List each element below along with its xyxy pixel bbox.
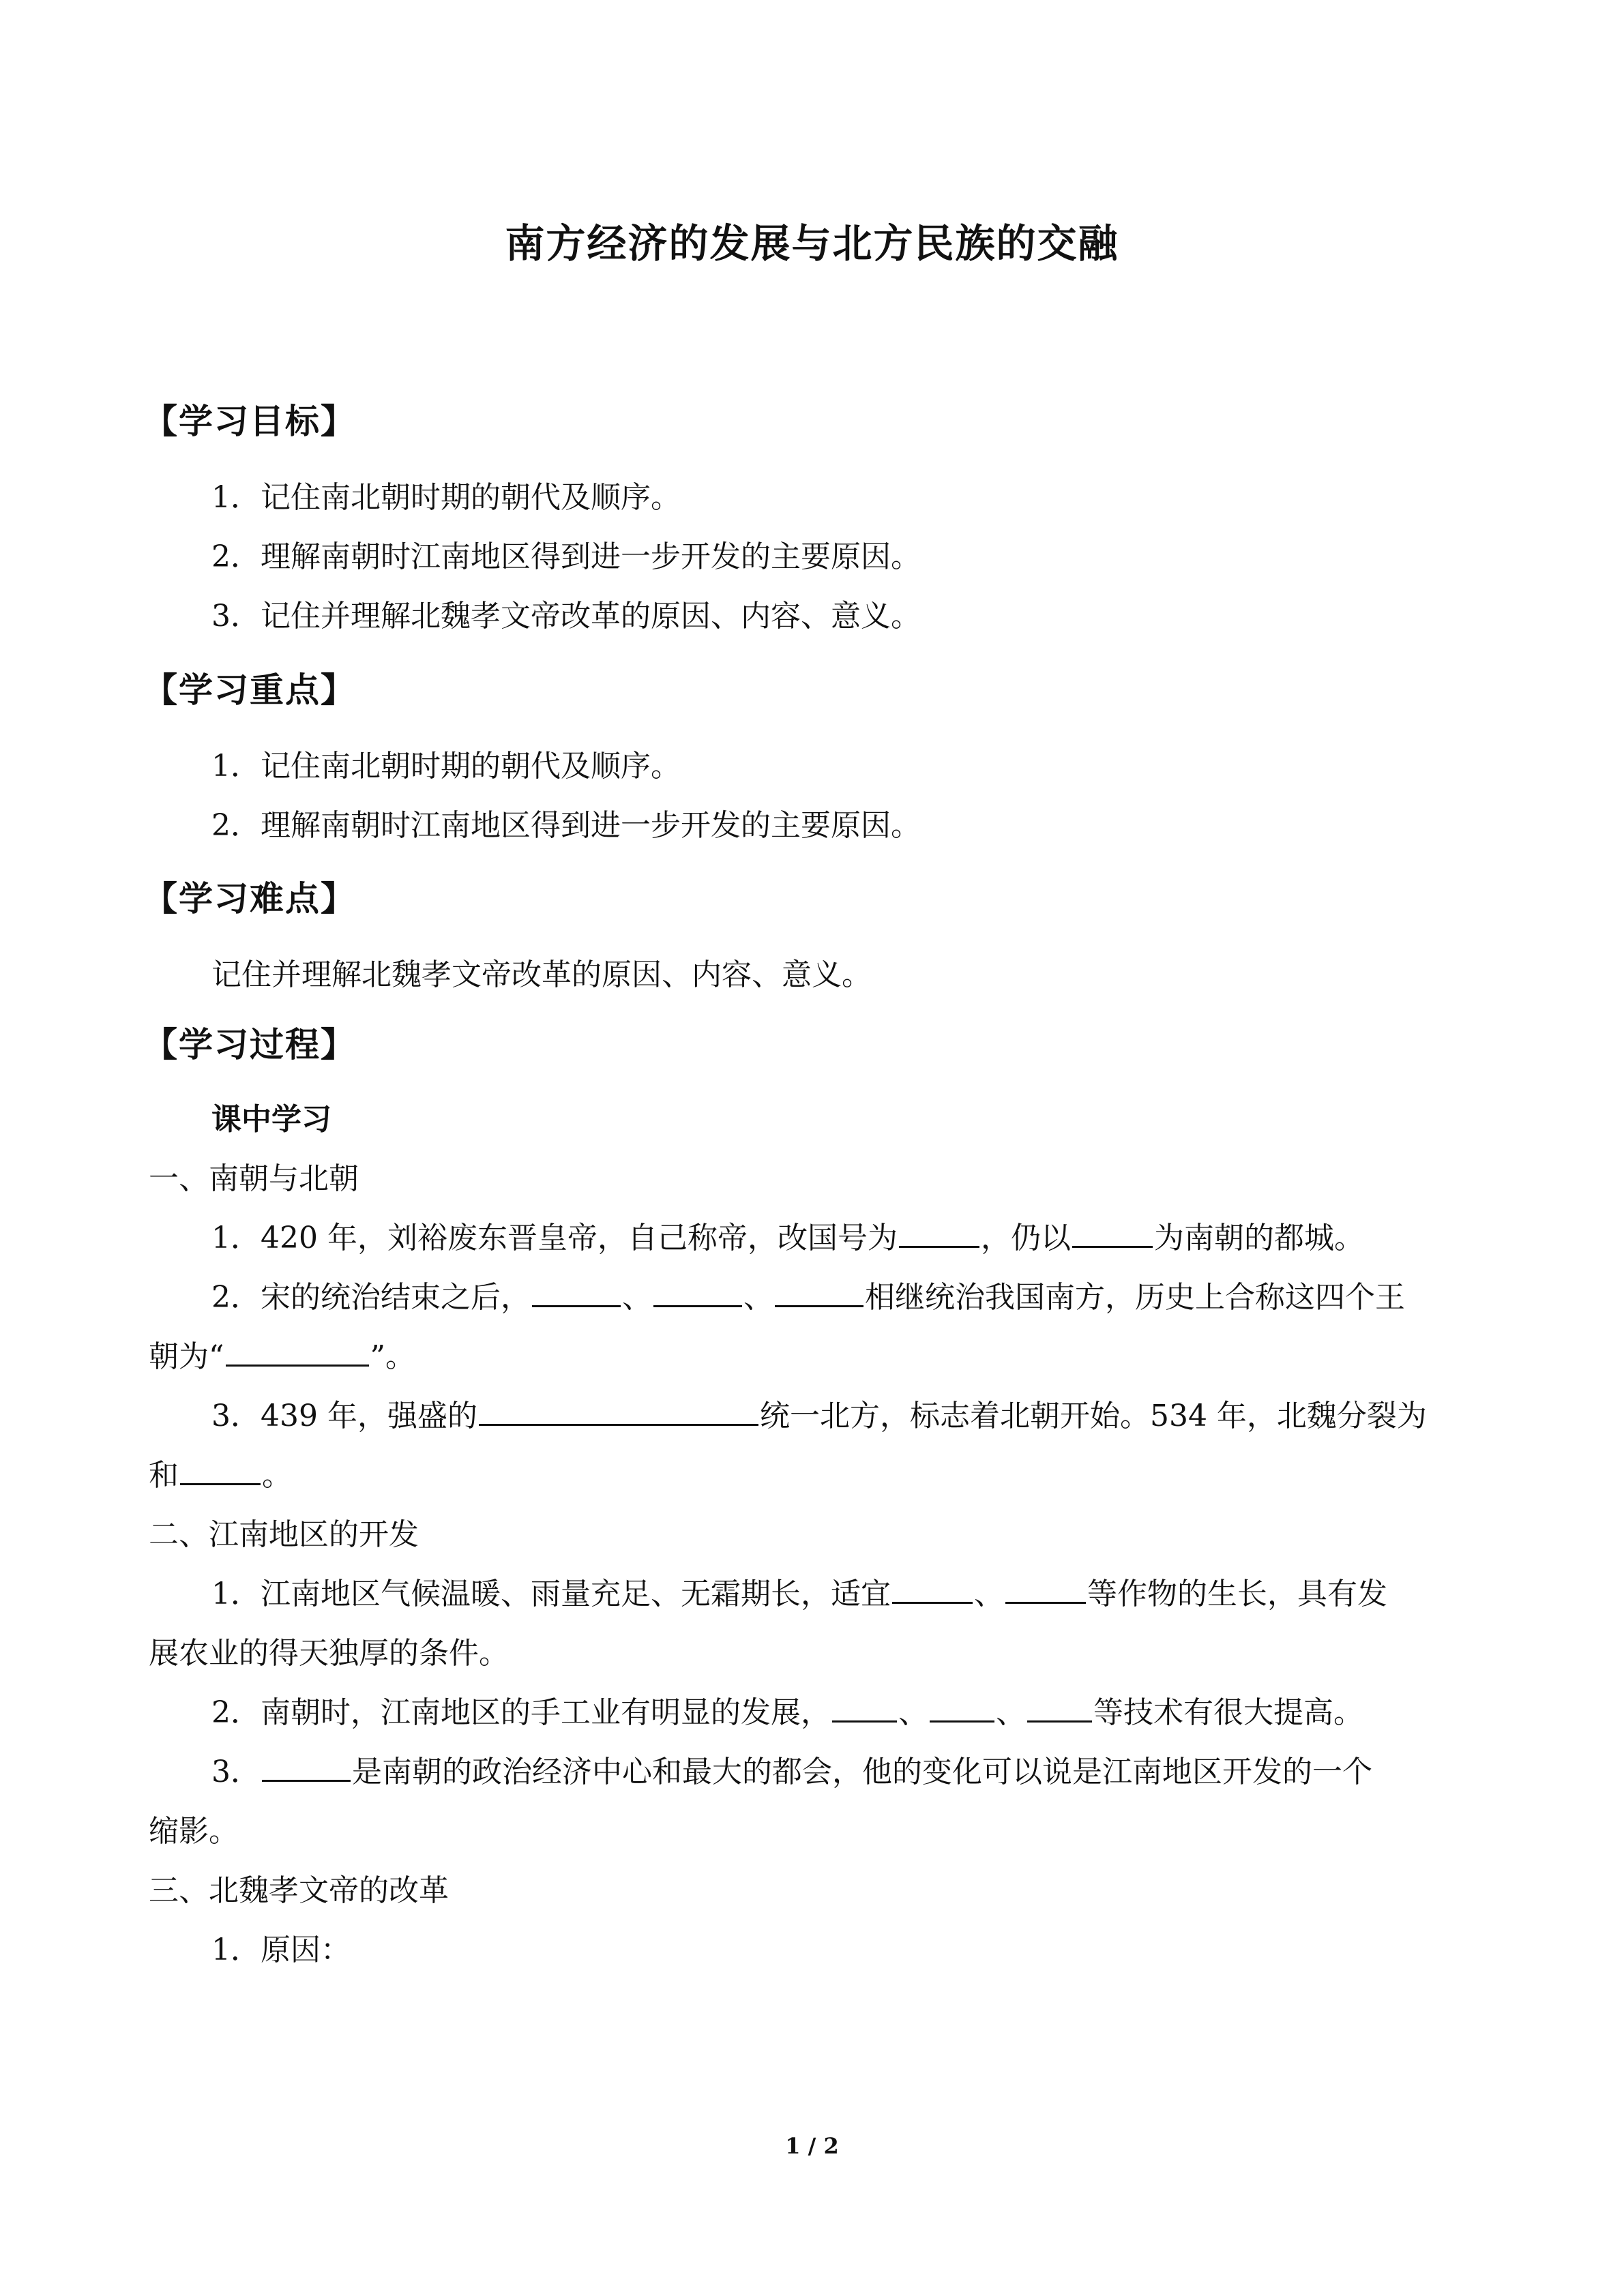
part-title: 三、北魏孝文帝的改革 (149, 1873, 449, 1908)
question-line: 1．江南地区气候温暖、雨量充足、无霜期长，适宜 、 等作物的生长，具有发 (211, 1574, 1387, 1615)
answer-blank[interactable] (899, 1219, 979, 1248)
key-point-item: 1．记住南北朝时期的朝代及顺序。 (211, 749, 681, 784)
answer-blank[interactable] (479, 1397, 758, 1426)
part-title: 二、江南地区的开发 (149, 1517, 419, 1552)
answer-blank[interactable] (832, 1693, 897, 1723)
question-line: 3．439 年，强盛的 统一北方，标志着北朝开始。534 年，北魏分裂为 (211, 1396, 1427, 1437)
section-heading-goals: 【学习目标】 (143, 402, 356, 441)
section-heading-key-points: 【学习重点】 (143, 670, 356, 710)
question-line: 3． 是南朝的政治经济中心和最大的都会，他的变化可以说是江南地区开发的一个 (211, 1752, 1372, 1793)
goal-item: 1．记住南北朝时期的朝代及顺序。 (211, 480, 681, 515)
answer-blank[interactable] (653, 1278, 742, 1307)
question-line-continued: 朝为“ ”。 (149, 1337, 415, 1377)
answer-blank[interactable] (892, 1575, 973, 1604)
question-line-continued: 展农业的得天独厚的条件。 (149, 1636, 509, 1671)
sub-heading-in-class: 课中学习 (211, 1102, 331, 1137)
question-line: 2．宋的统治结束之后， 、 、 相继统治我国南方，历史上合称这四个王 (211, 1277, 1405, 1318)
question-line: 1．原因： (211, 1933, 351, 1967)
section-heading-process: 【学习过程】 (143, 1025, 356, 1064)
part-title: 一、南朝与北朝 (149, 1161, 359, 1196)
answer-blank[interactable] (775, 1278, 863, 1307)
answer-blank[interactable] (180, 1456, 261, 1485)
answer-blank[interactable] (226, 1337, 369, 1367)
goal-item: 2．理解南朝时江南地区得到进一步开发的主要原因。 (211, 539, 921, 574)
question-line: 2．南朝时，江南地区的手工业有明显的发展， 、 、 等技术有很大提高。 (211, 1693, 1363, 1733)
key-point-item: 2．理解南朝时江南地区得到进一步开发的主要原因。 (211, 808, 921, 843)
answer-blank[interactable] (930, 1693, 994, 1723)
question-line: 1．420 年，刘裕废东晋皇帝，自己称帝，改国号为 ，仍以 为南朝的都城。 (211, 1218, 1364, 1259)
answer-blank[interactable] (1072, 1219, 1153, 1248)
answer-blank[interactable] (262, 1753, 351, 1782)
page-title: 南方经济的发展与北方民族的交融 (505, 220, 1119, 267)
difficulty-text: 记住并理解北魏孝文帝改革的原因、内容、意义。 (211, 957, 872, 992)
answer-blank[interactable] (532, 1278, 621, 1307)
answer-blank[interactable] (1005, 1575, 1086, 1604)
section-heading-difficulties: 【学习难点】 (143, 879, 356, 919)
page-number: 1 / 2 (785, 2133, 839, 2159)
answer-blank[interactable] (1027, 1693, 1092, 1723)
question-line-continued: 和 。 (149, 1455, 292, 1496)
question-line-continued: 缩影。 (149, 1814, 239, 1849)
goal-item: 3．记住并理解北魏孝文帝改革的原因、内容、意义。 (211, 599, 921, 633)
